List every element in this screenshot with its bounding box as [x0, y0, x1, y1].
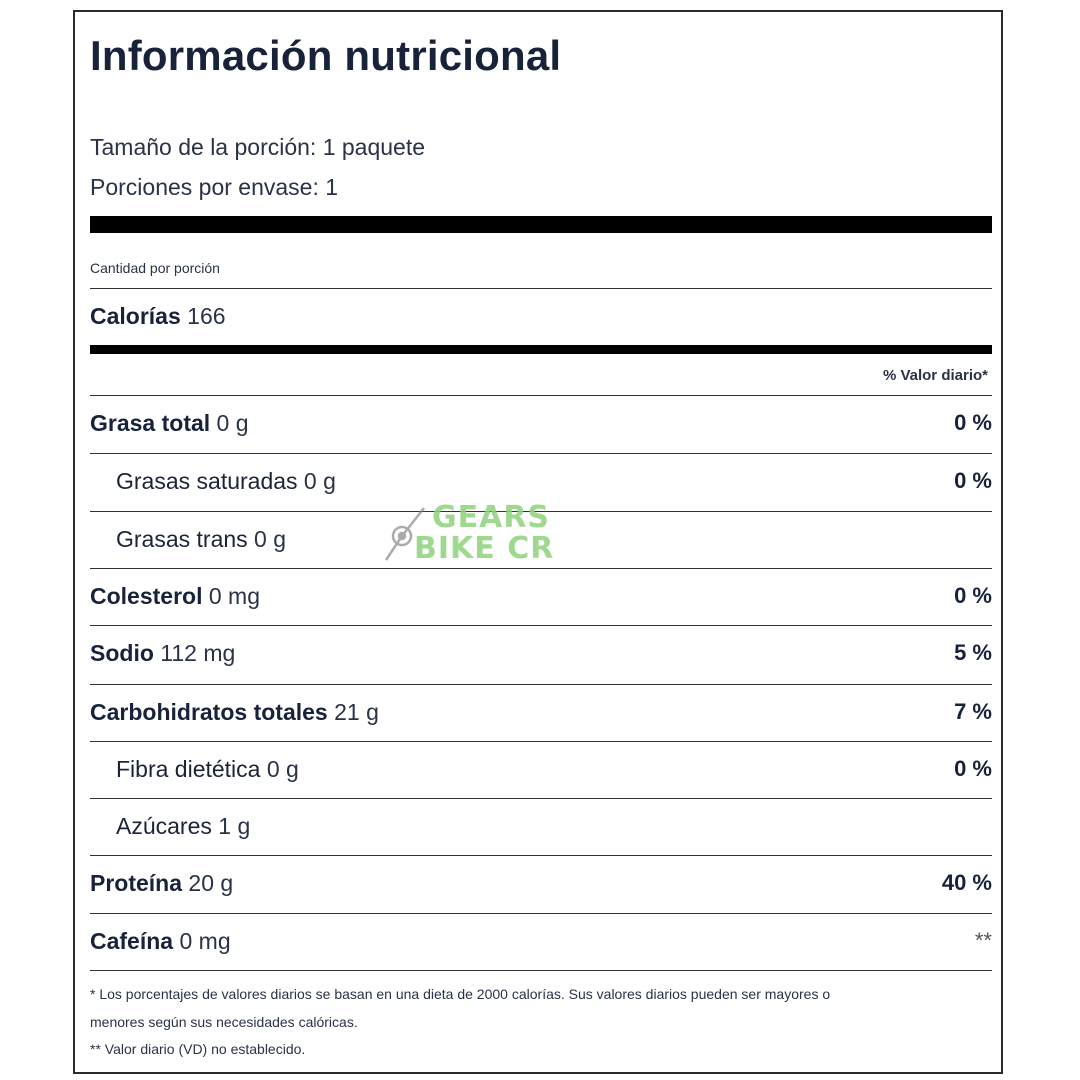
nutrient-amount: 0 mg — [208, 583, 261, 609]
nutrient-amount: 0 mg — [179, 928, 231, 954]
nutrient-dv: 7 % — [954, 699, 992, 724]
nutrient-name: Fibra dietética — [116, 756, 261, 782]
nutrient-row-sodium — [90, 626, 992, 682]
nutrient-amount: 20 g — [188, 870, 234, 896]
nutrient-row-total-fat — [90, 396, 992, 452]
nutrient-amount: 0 g — [216, 410, 249, 436]
nutrient-dv: 0 % — [954, 468, 992, 493]
nutrient-name: Azúcares — [116, 813, 212, 839]
label-title: Información nutricional — [90, 32, 562, 79]
nutrient-amount: 0 g — [254, 526, 287, 552]
calories-row — [90, 289, 992, 345]
nutrient-amount: 0 g — [303, 468, 336, 494]
nutrient-row-cholesterol — [90, 569, 992, 625]
nutrient-name: Grasa total — [90, 410, 211, 436]
nutrient-dv: ** — [974, 928, 992, 953]
servings-per-container: Porciones por envase: 1 — [90, 174, 339, 200]
nutrient-name: Sodio — [90, 640, 154, 666]
nutrient-row-total-carbs — [90, 685, 992, 741]
medium-divider — [90, 345, 992, 354]
nutrient-dv: 0 % — [954, 756, 992, 781]
serving-size: Tamaño de la porción: 1 paquete — [90, 134, 426, 160]
footnote-daily-values-cont: menores según sus necesidades calóricas. — [90, 1014, 358, 1030]
nutrient-name: Proteína — [90, 870, 183, 896]
nutrient-dv: 0 % — [954, 583, 992, 608]
nutrient-dv: 40 % — [941, 870, 992, 895]
nutrient-amount: 0 g — [266, 756, 299, 782]
nutrient-amount: 112 mg — [160, 640, 236, 666]
nutrient-dv: 5 % — [954, 640, 992, 665]
watermark-line-1: GEARS — [432, 500, 551, 535]
nutrient-name: Grasas trans — [116, 526, 248, 552]
nutrient-row-protein — [90, 856, 992, 912]
nutrient-name: Cafeína — [90, 928, 174, 954]
nutrient-name: Colesterol — [90, 583, 203, 609]
footnote-not-established: ** Valor diario (VD) no establecido. — [90, 1041, 306, 1057]
divider — [90, 970, 992, 971]
thick-divider — [90, 216, 992, 233]
nutrient-amount: 21 g — [334, 699, 379, 725]
nutrient-name: Grasas saturadas — [116, 468, 298, 494]
nutrient-dv: 0 % — [954, 410, 992, 435]
nutrient-amount: 1 g — [218, 813, 251, 839]
calories-label: Calorías — [90, 303, 181, 329]
nutrient-name: Carbohidratos totales — [90, 699, 328, 725]
watermark — [380, 500, 560, 566]
nutrient-row-fiber — [90, 742, 992, 798]
amount-per-serving: Cantidad por porción — [90, 260, 220, 276]
footnote-daily-values: * Los porcentajes de valores diarios se basan en una dieta de 2000 calorías. Sus valores diarios pueden ser mayores o — [90, 986, 831, 1002]
calories-value: 166 — [187, 303, 226, 329]
nutrient-row-sugars — [90, 799, 992, 855]
watermark-line-2: BIKE CR — [414, 531, 555, 566]
nutrient-row-caffeine — [90, 914, 992, 970]
daily-value-header: % Valor diario* — [882, 367, 988, 384]
